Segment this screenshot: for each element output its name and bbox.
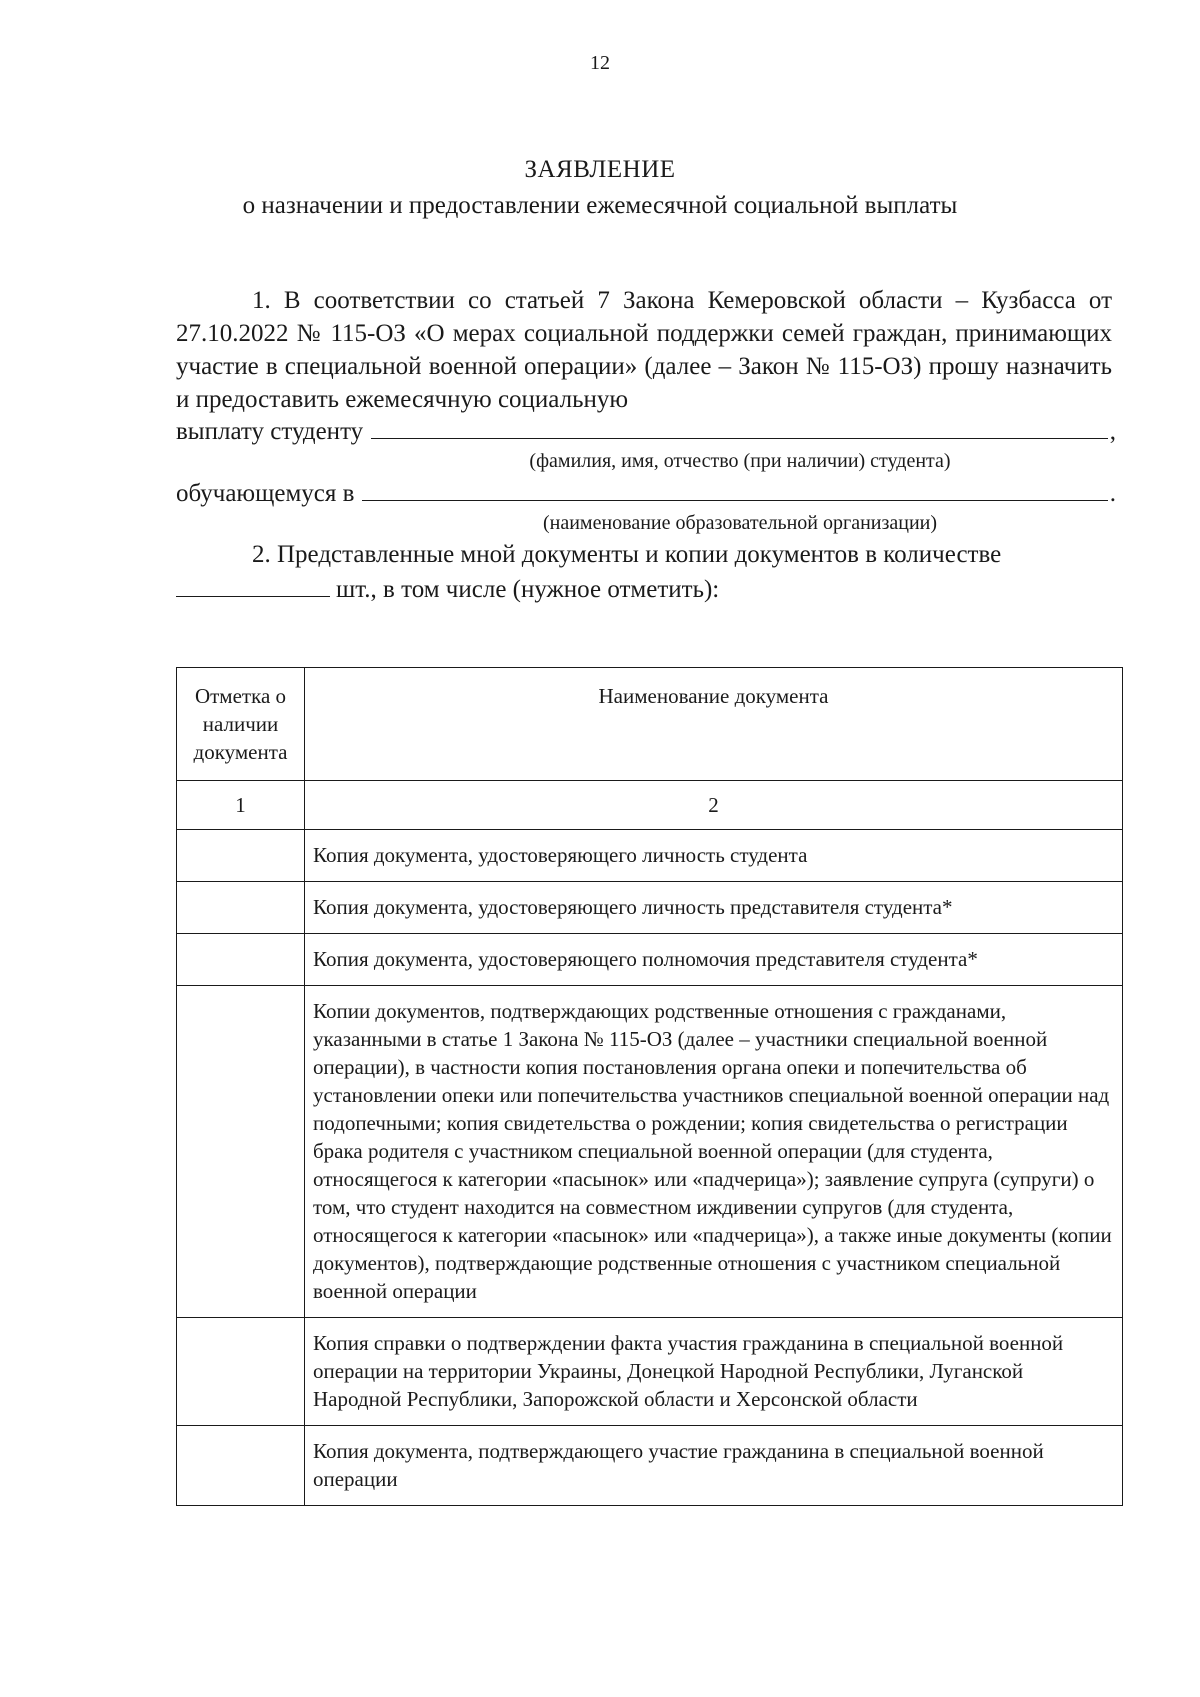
document-name: Копии документов, подтверждающих родственные отношения с гражданами, указанными в статье 1 Закона № 115-ОЗ (далее – участники специальной военной операции), в частности копия постановления органа опеки и попечительства об установлении опеки или попечительства участников специальной военной операции над подопечными; копия свидетельства о рождении; копия свидетельства о регистрации брака родителя с участником специальной военной операции (для студента, относящегося к категории «пасынок» или «падчерица»); заявление супруга (супруги) о том, что студент находится на совместном иждивении супругов (для студента, относящегося к категории «пасынок» или «падчерица»), а также иные документы (копии документов), подтверждающие родственные отношения с участником специальной военной операции [305,986,1123,1318]
organization-label: обучающемуся в [176,480,355,507]
student-name-row [176,416,1116,446]
presence-mark-cell[interactable] [177,1426,305,1506]
column-number-1: 1 [177,781,305,830]
document-name: Копия документа, удостоверяющего полномочия представителя студента* [305,934,1123,986]
document-name: Копия документа, подтверждающего участие гражданина в специальной военной операции [305,1426,1123,1506]
documents-table [176,667,1123,1506]
presence-mark-cell[interactable] [177,1318,305,1426]
header-document-name-column: Наименование документа [305,668,1123,781]
organization-row [176,478,1116,508]
student-line-end: , [1109,418,1116,445]
table-header-row [177,668,1123,781]
page-number: 12 [590,52,610,74]
student-name-field[interactable] [371,416,1108,439]
header-mark-column: Отметка о наличии документа [177,668,305,781]
presence-mark-cell[interactable] [177,986,305,1318]
table-row [177,1426,1123,1506]
quantity-row [176,574,719,604]
quantity-field[interactable] [176,574,330,597]
column-number-row [177,781,1123,830]
document-name: Копия документа, удостоверяющего личность представителя студента* [305,882,1123,934]
table-row [177,882,1123,934]
student-label: выплату студенту [176,418,364,445]
organization-field[interactable] [362,478,1107,501]
document-name: Копия документа, удостоверяющего личность студента [305,830,1123,882]
presence-mark-cell[interactable] [177,830,305,882]
student-name-hint: (фамилия, имя, отчество (при наличии) студента) [529,450,951,472]
quantity-suffix: шт., в том числе (нужное отметить): [336,576,720,603]
table-row [177,934,1123,986]
paragraph-2: 2. Представленные мной документы и копии документов в количестве [252,541,1002,568]
organization-hint: (наименование образовательной организации) [542,512,938,534]
table-row [177,1318,1123,1426]
presence-mark-cell[interactable] [177,934,305,986]
paragraph-1: 1. В соответствии со статьей 7 Закона Кемеровской области – Кузбасса от 27.10.2022 № 115-ОЗ «О мерах социальной поддержки семей граждан, принимающих участие в специальной военной операции» (далее – Закон № 115-ОЗ) прошу назначить и предоставить ежемесячную социальную [176,287,1112,413]
document-name: Копия справки о подтверждении факта участия гражданина в специальной военной операции на территории Украины, Донецкой Народной Республики, Луганской Народной Республики, Запорожской области и Херсонской области [305,1318,1123,1426]
presence-mark-cell[interactable] [177,882,305,934]
document-subtitle: о назначении и предоставлении ежемесячной социальной выплаты [242,192,958,219]
table-row [177,830,1123,882]
table-row [177,986,1123,1318]
column-number-2: 2 [305,781,1123,830]
organization-line-end: . [1109,480,1116,507]
document-title: ЗАЯВЛЕНИЕ [524,156,676,183]
